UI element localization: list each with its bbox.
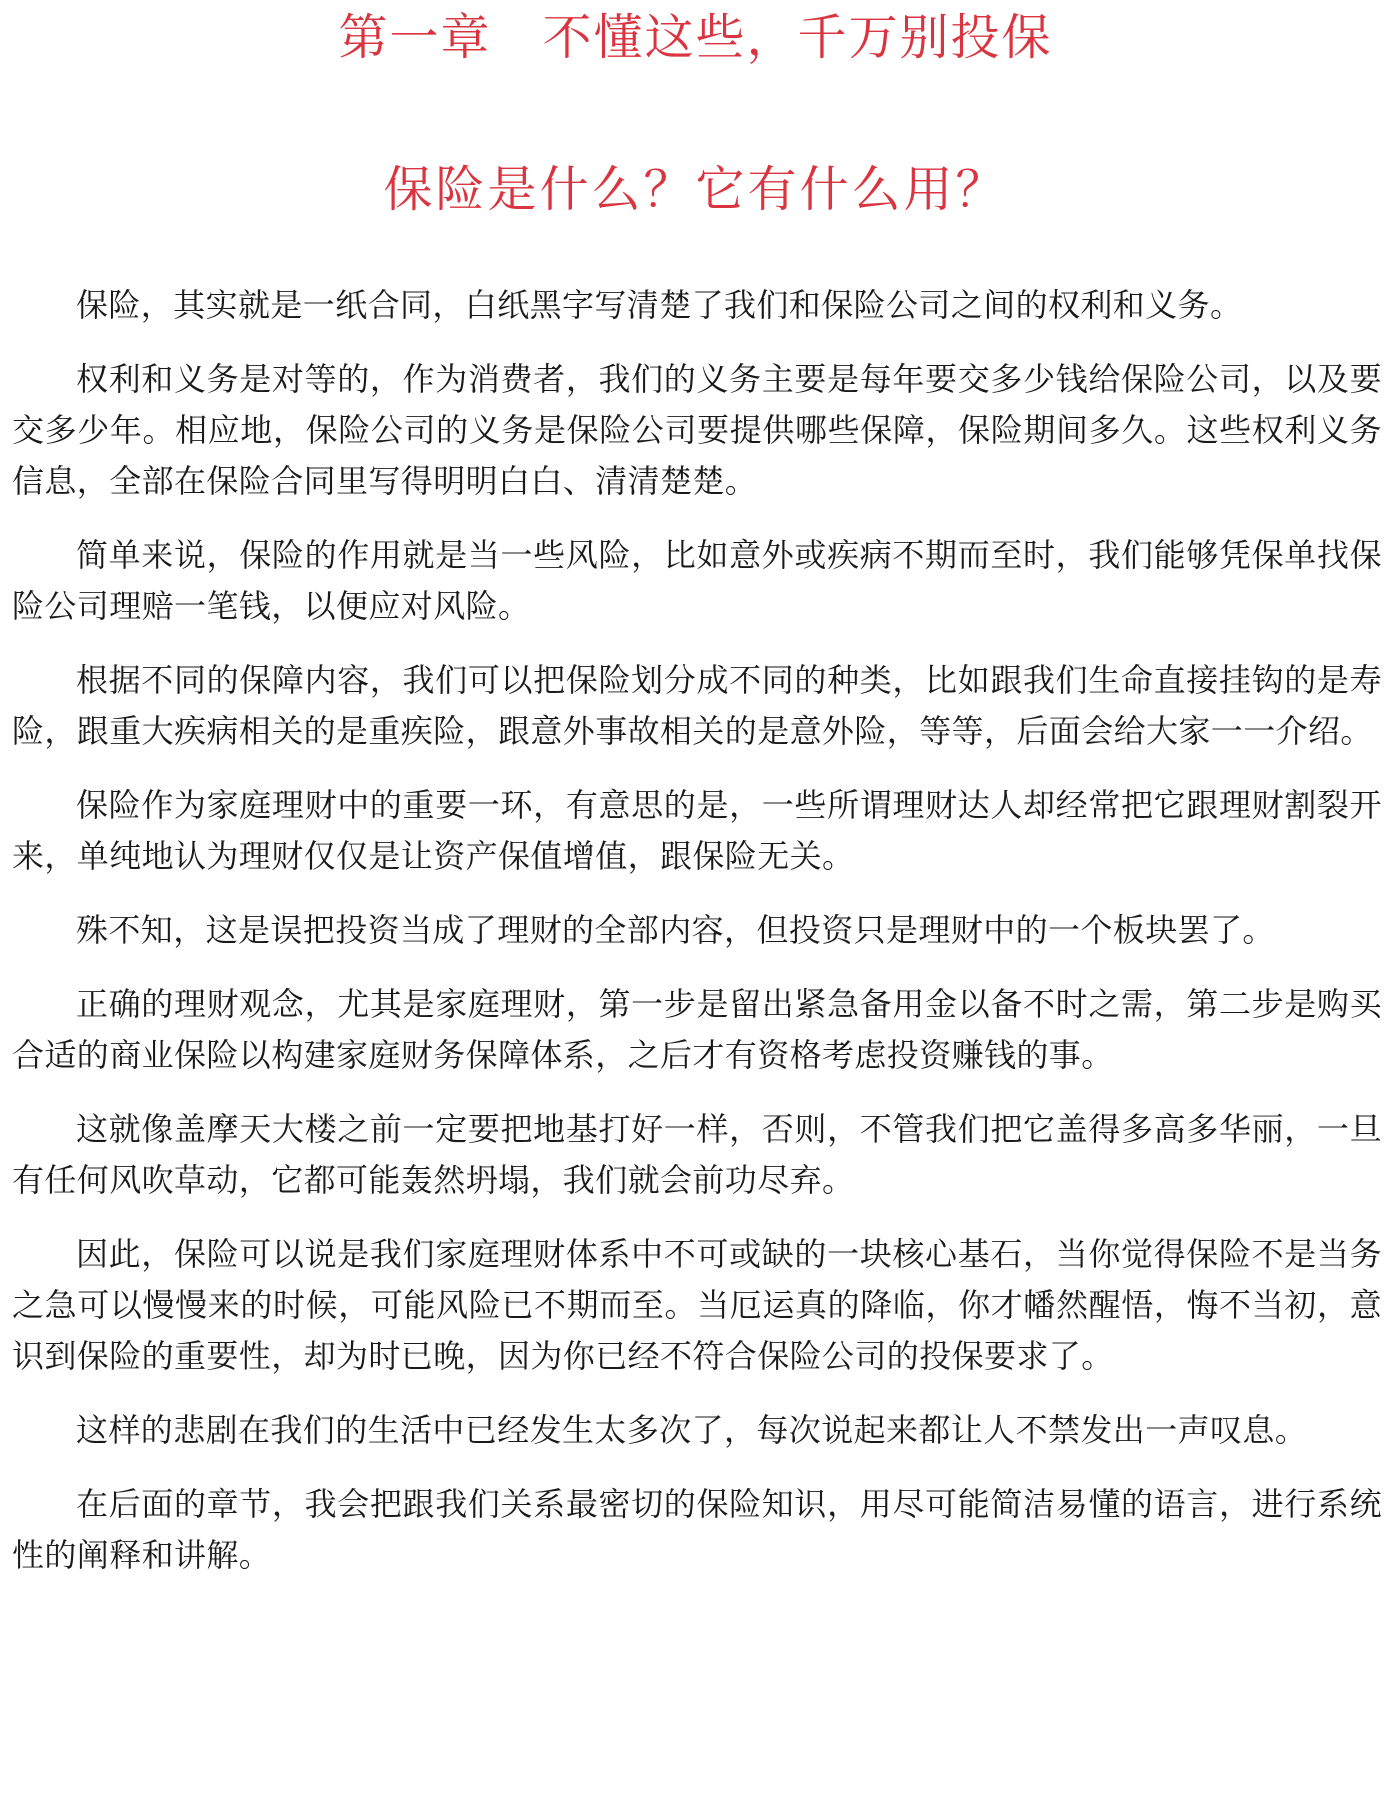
paragraph-10: 这样的悲剧在我们的生活中已经发生太多次了，每次说起来都让人不禁发出一声叹息。 bbox=[76, 1411, 1308, 1449]
paragraph-7: 正确的理财观念，尤其是家庭理财，第一步是留出紧急备用金以备不时之需，第二步是购买合适的商业保险以构建家庭财务保障体系，之后才有资格考虑投资赚钱的事。 bbox=[12, 985, 1382, 1074]
body-text bbox=[12, 280, 1382, 1604]
paragraph-2: 权利和义务是对等的，作为消费者，我们的义务主要是每年要交多少钱给保险公司，以及要交多少年。相应地，保险公司的义务是保险公司要提供哪些保障，保险期间多久。这些权利义务信息，全部在保险合同里写得明明白白、清清楚楚。 bbox=[12, 360, 1382, 500]
paragraph-9: 因此，保险可以说是我们家庭理财体系中不可或缺的一块核心基石，当你觉得保险不是当务之急可以慢慢来的时候，可能风险已不期而至。当厄运真的降临，你才幡然醒悟，悔不当初，意识到保险的重要性，却为时已晚，因为你已经不符合保险公司的投保要求了。 bbox=[12, 1235, 1382, 1375]
chapter-title: 第一章 不懂这些，千万别投保 bbox=[338, 9, 1053, 66]
paragraph-11: 在后面的章节，我会把跟我们关系最密切的保险知识，用尽可能简洁易懂的语言，进行系统性的阐释和讲解。 bbox=[12, 1485, 1382, 1574]
section-title: 保险是什么？它有什么用？ bbox=[383, 161, 1008, 218]
paragraph-8: 这就像盖摩天大楼之前一定要把地基打好一样，否则，不管我们把它盖得多高多华丽，一旦有任何风吹草动，它都可能轰然坍塌，我们就会前功尽弃。 bbox=[12, 1110, 1382, 1199]
paragraph-5: 保险作为家庭理财中的重要一环，有意思的是，一些所谓理财达人却经常把它跟理财割裂开来，单纯地认为理财仅仅是让资产保值增值，跟保险无关。 bbox=[12, 786, 1382, 875]
paragraph-4: 根据不同的保障内容，我们可以把保险划分成不同的种类，比如跟我们生命直接挂钩的是寿险，跟重大疾病相关的是重疾险，跟意外事故相关的是意外险，等等，后面会给大家一一介绍。 bbox=[12, 661, 1382, 750]
paragraph-1: 保险，其实就是一纸合同，白纸黑字写清楚了我们和保险公司之间的权利和义务。 bbox=[76, 286, 1243, 324]
paragraph-3: 简单来说，保险的作用就是当一些风险，比如意外或疾病不期而至时，我们能够凭保单找保险公司理赔一笔钱，以便应对风险。 bbox=[12, 536, 1382, 625]
paragraph-6: 殊不知，这是误把投资当成了理财的全部内容，但投资只是理财中的一个板块罢了。 bbox=[76, 911, 1275, 949]
